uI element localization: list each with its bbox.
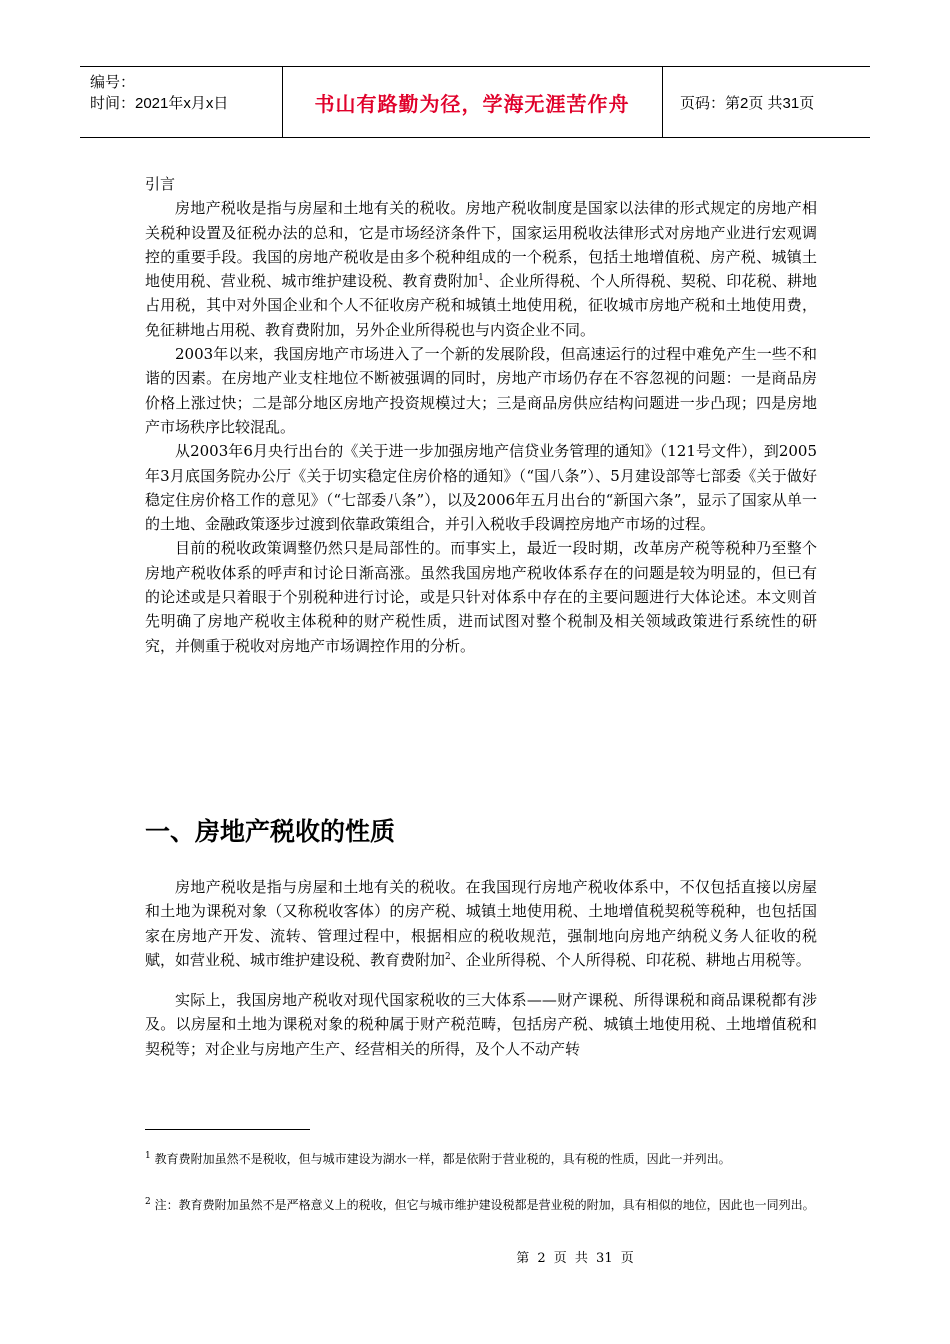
- intro-paragraph: 从2003年6月央行出台的《关于进一步加强房地产信贷业务管理的通知》（121号文件），到2005年3月底国务院办公厅《关于切实稳定住房价格的通知》（“国八条”）、5月建设部等七部委《关于做好稳定住房价格工作的意见》（“七部委八条”），以及2006年五月出台的“新国六条”，显示了国家从单一的土地、金融政策逐步过渡到依靠政策组合，并引入税收手段调控房地产市场的过程。: [145, 442, 817, 534]
- footnote-1: [145, 1150, 815, 1169]
- doc-time-label: 时间：2021年x月x日: [90, 95, 229, 112]
- header-meta: [90, 72, 228, 114]
- intro-paragraph: 2003年以来，我国房地产市场进入了一个新的发展阶段，但高速运行的过程中难免产生一些不和谐的因素。在房地产业支柱地位不断被强调的同时，房地产市场仍存在不容忽视的问题：一是商品房价格上涨过快；二是部分地区房地产投资规模过大；三是商品房供应结构问题进一步凸现；四是房地产市场秩序比较混乱。: [145, 345, 817, 436]
- intro-paragraph: 目前的税收政策调整仍然只是局部性的。而事实上，最近一段时期，改革房产税等税种乃至整个房地产税收体系的呼声和讨论日渐高涨。虽然我国房地产税收体系存在的问题是较为明显的，但已有的论述或是只着眼于个别税种进行讨论，或是只针对体系中存在的主要问题进行大体论述。本文则首先明确了房地产税收主体税种的财产税性质，进而试图对整个税制及相关领域政策进行系统性的研究，并侧重于税收对房地产市场调控作用的分析。: [145, 539, 817, 655]
- section-1-body: [145, 875, 817, 1077]
- doc-number-label: 编号：: [90, 74, 136, 91]
- footnote-text: 教育费附加虽然不是税收，但与城市建设为湖水一样，都是依附于营业税的，具有税的性质，因此一并列出。: [154, 1152, 731, 1166]
- page-header: [80, 66, 870, 138]
- intro-paragraph: 房地产税收是指与房屋和土地有关的税收。房地产税收制度是国家以法律的形式规定的房地产相关税种设置及征税办法的总和，它是市场经济条件下，国家运用税收法律形式对房地产业进行宏观调控的重要手段。我国的房地产税收是由多个税种组成的一个税系，包括土地增值税、房产税、城镇土地使用税、营业税、城市维护建设税、教育费附加$^1$、企业所得税、个人所得税、契税、印花税、耕地占用税，其中对外国企业和个人不征收房产税和城镇土地使用税，征收城市房地产税和土地使用费，免征耕地占用税、教育费附加，另外企业所得税也与内资企业不同。: [145, 199, 817, 339]
- header-motto: 书山有路勤为径，学海无涯苦作舟: [314, 91, 630, 116]
- footnote-separator: [145, 1129, 310, 1130]
- footer-page-number: 第 2 页 共 31 页: [516, 1251, 634, 1266]
- footnote-2: [145, 1196, 815, 1215]
- header-divider: [662, 67, 663, 137]
- footnote-mark: 1: [145, 1151, 151, 1161]
- footnote-ref[interactable]: 2: [445, 951, 451, 962]
- section-paragraph: 实际上，我国房地产税收对现代国家税收的三大体系——财产课税、所得课税和商品课税都有涉及。以房屋和土地为课税对象的税种属于财产税范畴，包括房产税、城镇土地使用税、土地增值税和契税等；对企业与房地产生产、经营相关的所得，及个人不动产转: [145, 991, 817, 1058]
- intro-title: 引言: [145, 175, 176, 193]
- intro-section: [145, 172, 817, 658]
- footnote-mark: 2: [145, 1197, 151, 1207]
- section-paragraph: 房地产税收是指与房屋和土地有关的税收。在我国现行房地产税收体系中，不仅包括直接以房屋和土地为课税对象（又称税收客体）的房产税、城镇土地使用税、土地增值税契税等税种，也包括国家在房地产开发、流转、管理过程中，根据相应的税收规范，强制地向房地产纳税义务人征收的税赋，如营业税、城市维护建设税、教育费附加$^2$、企业所得税、个人所得税、印花税、耕地占用税等。: [145, 878, 817, 969]
- footnote-ref[interactable]: 1: [478, 273, 484, 284]
- header-page-info: 页码：第2页 共31页: [680, 94, 815, 112]
- footnote-text: 注：教育费附加虽然不是严格意义上的税收，但它与城市维护建设税都是营业税的附加，具有相似的地位，因此也一同列出。: [154, 1198, 815, 1212]
- section-heading: 一、房地产税收的性质: [145, 817, 396, 846]
- page-footer: [0, 1247, 950, 1266]
